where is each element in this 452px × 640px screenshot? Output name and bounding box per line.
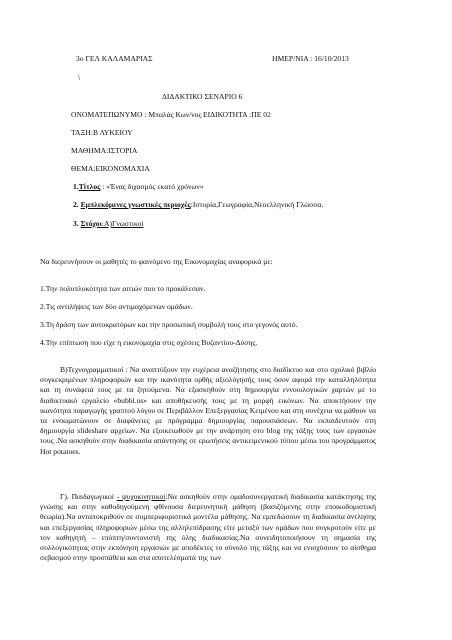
item-title (73, 182, 204, 192)
document-title: ΔΙΔΑΚΤΙΚΟ ΣΕΝΑΡΙΟ 6 (162, 92, 243, 101)
item-title-number: 1. (73, 182, 79, 191)
item-title-text: : «Ένας διχασμός εκατό χρόνων» (100, 182, 204, 191)
item-areas-text: :Ιστορία,Γεωγραφία,Νεοελληνική Γλώσσα. (190, 200, 324, 209)
list-item: 2.Τις αντιλήψεις των δύο αντιμαχόμενων ομάδων. (40, 302, 193, 311)
topic: ΘΕΜΑ:ΕΙΚΟΝΟΜΑΧΙΑ (71, 164, 150, 173)
item-areas (73, 200, 323, 210)
list-item: 4.Την επίπτωση που είχε η εικονομαχία στις σχέσεις Βυζαντίου-Δύσης. (40, 338, 258, 347)
item-title-label: Τίτλος (78, 182, 101, 191)
section-c-text: :Να ασκηθούν στην ομαδοσυνεργατική διαδικασία κατάκτησης της γνώσης και στην καθοδηγούμενη φθίνουσα διερευνητική μάθηση (βασιζόμενης στην εποικοδομιστική θεωρία).Να ανταποκριθούν σε συμπεριφοριστικά μοντέλα μάθησης. Να εμπεδώσουν τη διαδικασία άντλησης και επεξεργασίας πληροφοριών μέσω της αλληλεπίδρασης είτε μεταξύ των ομάδων που συγκροτούν είτε με τον καθηγητή – επόπτη/συντονιστή της όλης διαδικασίας.Να συνειδητοποιήσουν τη σημασία της συλλογικότητας στην εκπόνηση εργασιών με αποδέκτες το σύνολο της τάξης και να ενισχύσουν το αίσθημα σεβασμού στην προσπάθεια και στα αποτελέσματά της των (40, 492, 376, 563)
document-date: ΗΜΕΡ/ΝΙΑ : 16/10/2013 (272, 54, 349, 63)
item-areas-label: Εμπλεκόμενες γνωστικές περιοχές (80, 200, 191, 209)
list-item: 1.Την πολυπλοκότητα των αιτιών που το προκάλεσαν. (40, 284, 206, 293)
item-goals-number: 3. (73, 219, 81, 228)
list-item: 3.Τη δράση των αυτοκρατόρων και την προσωπική συμβολή τους στο γεγονός αυτό. (40, 320, 298, 329)
school-name: 3ο ΓΕΛ ΚΑΛΑΜΑΡΙΑΣ (76, 54, 153, 63)
author-specialty: ΕΙΔΙΚΟΤΗΤΑ :ΠΕ 02 (203, 110, 271, 119)
section-b-text: Β)Τεχνογραμματικοί : Να αναπτύξουν την ευχέρεια αναζήτησης στο διαδίκτυο και στο σχολικό βιβλίο συγκεκριμένων πληροφοριών και την ικανότητα ορθής αξιολόγησής τους όσον αφορά την καταλληλότητα και τη συνάφειά τους με τα ζητούμενα. Να εξασκηθούν στη δημιουργία εννοιολογικών χαρτών με το διαδικτυακό εργαλείο «bubbl.us» και αποθήκευσής τους με τη μορφή εικόνων. Να αποκτήσουν την ικανότητα παραγωγής γραπτού λόγου σε Περιβάλλον Επεξεργασίας Κειμένου και στη συνέχεια να μάθουν να τα ενσωματώνουν σε διαφάνειες με πρόγραμμα δημιουργίας παρουσιάσεων. Να εκπαιδευτούν στη δημιουργία slideshare αρχείων. Να εξοικειωθούν με την ανάρτηση στο blog της τάξης τους των εργασιών τους .Να ασκηθούν στην διαδικασία απάντησης σε ερωτήσεις αντικειμενικού τύπου μέσω του προγράμματος Hot potatoes. (40, 365, 376, 456)
item-goals-text: :Α)Γνωστικοί (101, 219, 144, 228)
section-c-prefix: Γ). Παιδαγωγικοί (60, 492, 117, 501)
section-c-label: - ψυχοκινητικοί (116, 492, 166, 501)
section-c-paragraph (40, 492, 376, 563)
item-areas-number: 2. (73, 200, 81, 209)
stray-mark: \ (78, 73, 81, 82)
class-level: ΤΑΞΗ:Β ΛΥΚΕΙΟΥ (71, 128, 133, 137)
intro-text: Να διερευνήσουν οι μαθητές το φαινόμενο της Εικονομαχίας αναφορικά με: (40, 257, 273, 266)
author-name: ΟΝΟΜΑΤΕΠΩΝΥΜΟ : Μπαλάς Κων/νος . (71, 110, 206, 119)
item-goals-label: Στόχοι (80, 219, 102, 228)
section-b-paragraph (40, 365, 376, 457)
subject: ΜΑΘΗΜΑ:ΙΣΤΟΡΙΑ (71, 146, 138, 155)
item-goals (73, 219, 143, 229)
